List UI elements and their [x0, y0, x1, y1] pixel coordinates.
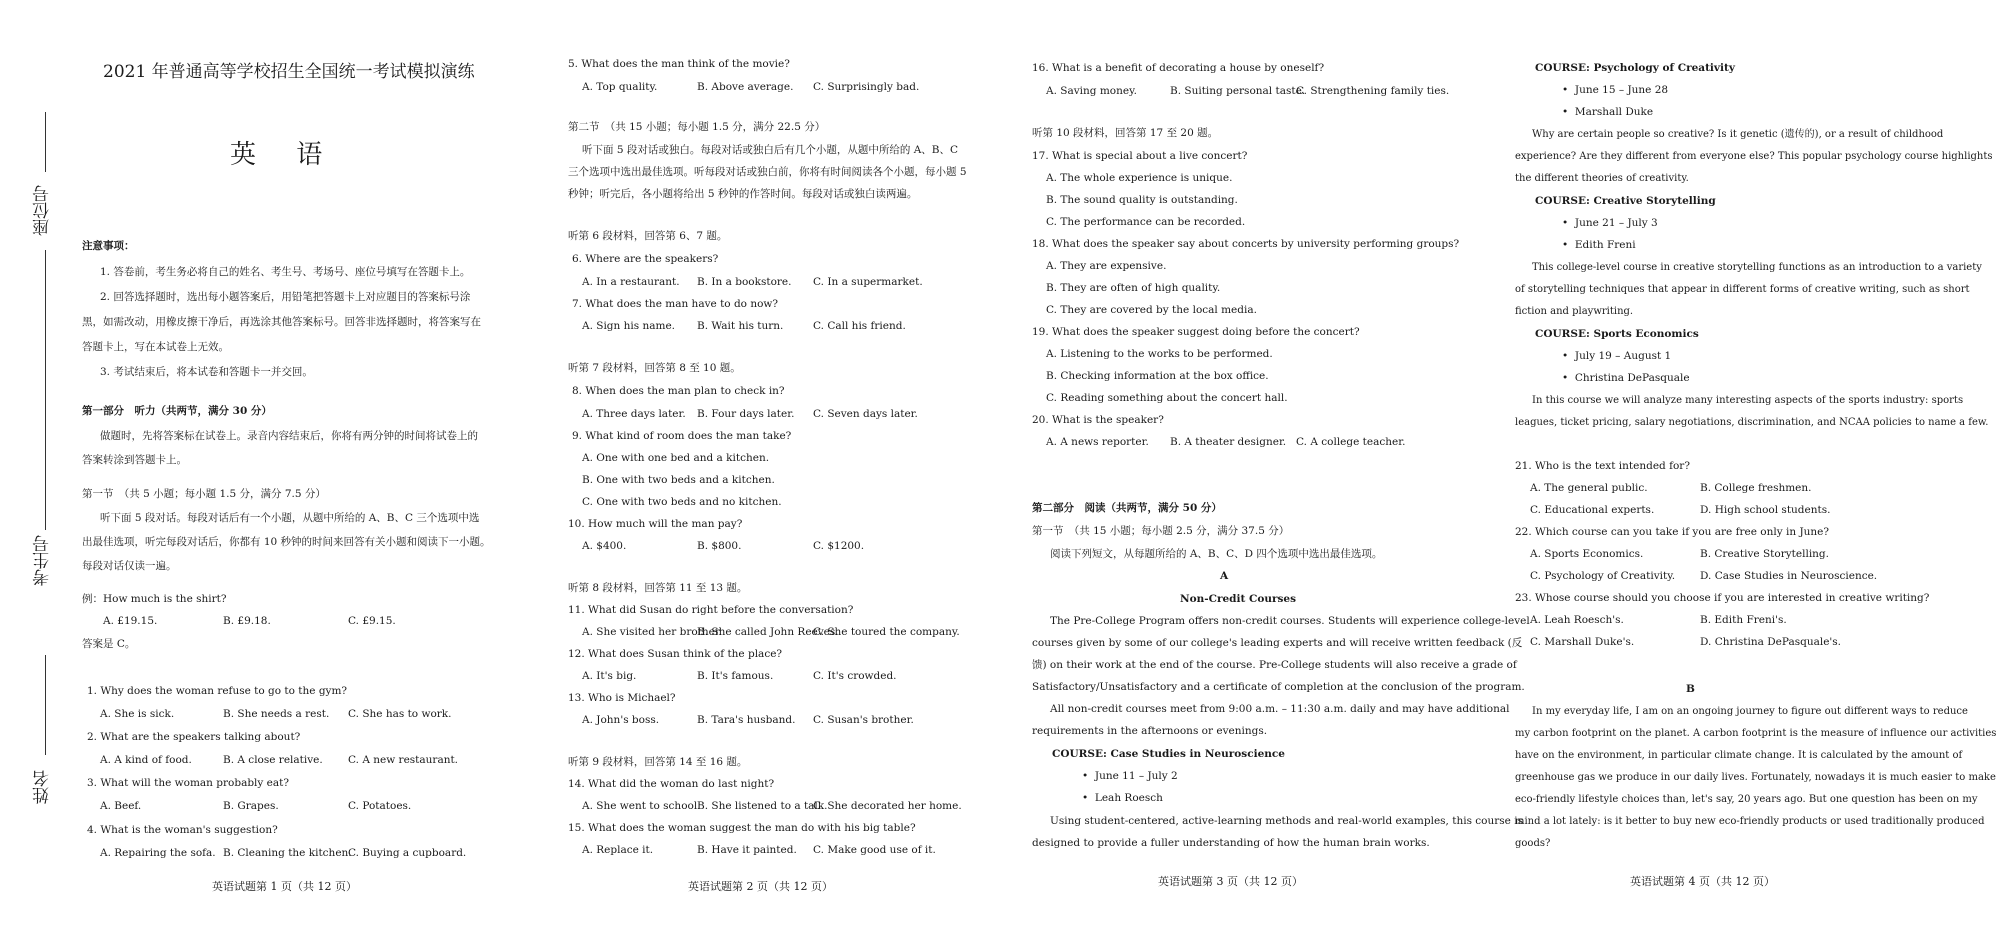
- option: A. Listening to the works to be performed.: [1046, 348, 1273, 360]
- option: A. Top quality.: [582, 81, 658, 93]
- passage-a-text: 馈) on their work at the end of the course. Pre-College students will also receive a grade of: [1032, 659, 1517, 671]
- option: C. A new restaurant.: [348, 754, 459, 766]
- option: B. Have it painted.: [697, 844, 797, 856]
- option: C. Reading something about the concert hall.: [1046, 392, 1288, 404]
- option: C. Educational experts.: [1530, 504, 1655, 516]
- notice-line: 答题卡上，写在本试卷上无效。: [82, 341, 229, 353]
- option: B. Four days later.: [697, 408, 795, 420]
- question: 23. Whose course should you choose if you are interested in creative writing?: [1515, 592, 1930, 604]
- course-heading: COURSE: Psychology of Creativity: [1535, 62, 1735, 74]
- example-answer: 答案是 C。: [82, 638, 136, 650]
- course-text: leagues, ticket pricing, salary negotiations, discrimination, and NCAA policies to name a few.: [1515, 417, 1989, 428]
- course-text: In this course we will analyze many interesting aspects of the sports industry: sports: [1532, 395, 1964, 406]
- option: C. They are covered by the local media.: [1046, 304, 1257, 316]
- option: B. It's famous.: [697, 670, 774, 682]
- notice-line: 1. 答卷前，考生务必将自己的姓名、考生号、考场号、座位号填写在答题卡上。: [100, 266, 471, 278]
- option: C. Buying a cupboard.: [348, 847, 467, 859]
- option: B. Cleaning the kitchen.: [223, 847, 352, 859]
- option: B. She needs a rest.: [223, 708, 330, 720]
- option: C. She decorated her home.: [813, 800, 962, 812]
- question: 22. Which course can you take if you are free only in June?: [1515, 526, 1830, 538]
- bullet-icon: •: [1082, 792, 1095, 804]
- course-bullet: • July 19 – August 1: [1562, 350, 1672, 362]
- option: A. Sports Economics.: [1530, 548, 1644, 560]
- option: C. She has to work.: [348, 708, 452, 720]
- option: B. Suiting personal taste.: [1170, 85, 1306, 97]
- exam-number-label: 考生号: [33, 535, 53, 586]
- option: D. Case Studies in Neuroscience.: [1700, 570, 1878, 582]
- course-text: This college-level course in creative storytelling functions as an introduction to a variety: [1532, 262, 1982, 273]
- notice-line: 2. 回答选择题时，选出每小题答案后，用铅笔把答题卡上对应题目的答案标号涂: [100, 291, 471, 303]
- question: 4. What is the woman's suggestion?: [87, 824, 278, 836]
- passage-a-title: Non-Credit Courses: [1180, 593, 1297, 605]
- question: 13. Who is Michael?: [568, 692, 676, 704]
- option: B. Wait his turn.: [697, 320, 784, 332]
- material-heading: 听第 7 段材料，回答第 8 至 10 题。: [568, 362, 741, 374]
- passage-a-text: requirements in the afternoons or evenings.: [1032, 725, 1268, 737]
- course-heading: COURSE: Creative Storytelling: [1535, 195, 1716, 207]
- option: C. Psychology of Creativity.: [1530, 570, 1676, 582]
- course-bullet: • June 21 – July 3: [1562, 217, 1658, 229]
- option: B. A close relative.: [223, 754, 323, 766]
- bullet-icon: •: [1082, 770, 1095, 782]
- passage-b-text: eco-friendly lifestyle choices than, let's say, 20 years ago. But one question has been on my: [1515, 794, 1978, 805]
- binding-line-mid: [45, 250, 46, 530]
- course-text: experience? Are they different from everyone else? This popular psychology course highlights: [1515, 151, 1993, 162]
- question: 3. What will the woman probably eat?: [87, 777, 290, 789]
- passage-b-text: In my everyday life, I am on an ongoing journey to figure out different ways to reduce: [1532, 706, 1968, 717]
- bullet-icon: •: [1562, 84, 1575, 96]
- option: A. Repairing the sofa.: [100, 847, 216, 859]
- course-text: the different theories of creativity.: [1515, 173, 1689, 184]
- passage-b-text: goods?: [1515, 838, 1551, 849]
- option: B. She listened to a talk.: [697, 800, 828, 812]
- option: A. She went to school.: [582, 800, 701, 812]
- course-text: Why are certain people so creative? Is it genetic (遗传的), or a result of childhood: [1532, 129, 1944, 140]
- course-bullet: • Marshall Duke: [1562, 106, 1654, 118]
- option: A. Leah Roesch's.: [1530, 614, 1624, 626]
- course-bullet: • June 15 – June 28: [1562, 84, 1669, 96]
- option: A. The general public.: [1530, 482, 1648, 494]
- section1-text: 每段对话仅读一遍。: [82, 560, 177, 572]
- option: B. Checking information at the box office.: [1046, 370, 1269, 382]
- option: B. College freshmen.: [1700, 482, 1812, 494]
- option: B. The sound quality is outstanding.: [1046, 194, 1238, 206]
- binding-line-bottom: [45, 655, 46, 755]
- notice-line: 3. 考试结束后，将本试卷和答题卡一并交回。: [100, 366, 313, 378]
- option: B. A theater designer.: [1170, 436, 1287, 448]
- question: 12. What does Susan think of the place?: [568, 648, 783, 660]
- option: D. High school students.: [1700, 504, 1831, 516]
- option: A. The whole experience is unique.: [1046, 172, 1233, 184]
- material-heading: 听第 9 段材料，回答第 14 至 16 题。: [568, 756, 748, 768]
- bullet-icon: •: [1562, 239, 1575, 251]
- example-question: 例：How much is the shirt?: [82, 593, 227, 605]
- option: B. She called John Reeves.: [697, 626, 839, 638]
- course-heading: COURSE: Sports Economics: [1535, 328, 1699, 340]
- question: 15. What does the woman suggest the man do with his big table?: [568, 822, 916, 834]
- section1-heading: 第一节 （共 5 小题；每小题 1.5 分，满分 7.5 分）: [82, 488, 326, 500]
- bullet-icon: •: [1562, 217, 1575, 229]
- passage-b-text: greenhouse gas we produce in our daily lives. Fortunately, nowadays it is much easier to make: [1515, 772, 1996, 783]
- notice-heading: 注意事项：: [82, 240, 135, 252]
- section2-text: 秒钟；听完后，各小题将给出 5 秒钟的作答时间。每段对话或独白读两遍。: [568, 188, 918, 200]
- page-footer: 英语试题第 3 页（共 12 页）: [1158, 875, 1303, 888]
- option: C. $1200.: [813, 540, 865, 552]
- option: A. One with one bed and a kitchen.: [582, 452, 770, 464]
- option: A. $400.: [582, 540, 627, 552]
- question: 17. What is special about a live concert?: [1032, 150, 1248, 162]
- option: B. Grapes.: [223, 800, 279, 812]
- question: 16. What is a benefit of decorating a house by oneself?: [1032, 62, 1325, 74]
- question: 10. How much will the man pay?: [568, 518, 743, 530]
- option: C. Susan's brother.: [813, 714, 914, 726]
- passage-letter-a: A: [1220, 570, 1229, 582]
- option: A. A news reporter.: [1046, 436, 1149, 448]
- page-footer: 英语试题第 2 页（共 12 页）: [688, 880, 833, 893]
- option: C. The performance can be recorded.: [1046, 216, 1246, 228]
- option: A. Three days later.: [582, 408, 686, 420]
- option: C. Marshall Duke's.: [1530, 636, 1635, 648]
- option: B. Above average.: [697, 81, 794, 93]
- bullet-icon: •: [1562, 372, 1575, 384]
- option: B. Edith Freni's.: [1700, 614, 1787, 626]
- part1-text: 做题时，先将答案标在试卷上。录音内容结束后，你将有两分钟的时间将试卷上的: [100, 430, 478, 442]
- part1-text: 答案转涂到答题卡上。: [82, 454, 187, 466]
- option: C. Strengthening family ties.: [1296, 85, 1450, 97]
- option: C. A college teacher.: [1296, 436, 1406, 448]
- option: C. Call his friend.: [813, 320, 906, 332]
- option: A. They are expensive.: [1046, 260, 1167, 272]
- section1-text: 出最佳选项，听完每段对话后，你都有 10 秒钟的时间来回答有关小题和阅读下一小题。: [82, 536, 491, 548]
- reading-instruction: 阅读下列短文，从每题所给的 A、B、C、D 四个选项中选出最佳选项。: [1050, 548, 1383, 560]
- option: C. Surprisingly bad.: [813, 81, 920, 93]
- reading-section1-heading: 第一节 （共 15 小题；每小题 2.5 分，满分 37.5 分）: [1032, 525, 1290, 537]
- page-footer: 英语试题第 4 页（共 12 页）: [1630, 875, 1775, 888]
- option: C. One with two beds and no kitchen.: [582, 496, 782, 508]
- question: 2. What are the speakers talking about?: [87, 731, 301, 743]
- part2-heading: 第二部分 阅读（共两节，满分 50 分）: [1032, 502, 1222, 514]
- material-heading: 听第 10 段材料，回答第 17 至 20 题。: [1032, 127, 1219, 139]
- passage-a-text: Satisfactory/Unsatisfactory and a certificate of completion at the conclusion of the program.: [1032, 681, 1525, 693]
- exam-title: 2021 年普通高等学校招生全国统一考试模拟演练: [103, 62, 475, 82]
- passage-a-text: All non-credit courses meet from 9:00 a.m. – 11:30 a.m. daily and may have additional: [1050, 703, 1510, 715]
- passage-letter-b: B: [1686, 683, 1695, 695]
- option: D. Christina DePasquale's.: [1700, 636, 1842, 648]
- course-bullet: • Edith Freni: [1562, 239, 1636, 251]
- question: 18. What does the speaker say about concerts by university performing groups?: [1032, 238, 1460, 250]
- option: B. In a bookstore.: [697, 276, 792, 288]
- question: 11. What did Susan do right before the conversation?: [568, 604, 854, 616]
- option: A. She is sick.: [100, 708, 175, 720]
- course-bullet: • Christina DePasquale: [1562, 372, 1690, 384]
- passage-b-text: have on the environment, in particular climate change. It is calculated by the amount of: [1515, 750, 1963, 761]
- option: C. She toured the company.: [813, 626, 960, 638]
- course-text: fiction and playwriting.: [1515, 306, 1634, 317]
- question: 6. Where are the speakers?: [572, 253, 719, 265]
- example-option: B. £9.18.: [223, 615, 271, 627]
- option: C. Potatoes.: [348, 800, 412, 812]
- option: A. Sign his name.: [582, 320, 676, 332]
- option: A. She visited her brother.: [582, 626, 723, 638]
- bullet-icon: •: [1562, 106, 1575, 118]
- course-text: of storytelling techniques that appear in different forms of creative writing, such as short: [1515, 284, 1970, 295]
- course-bullet: • June 11 – July 2: [1082, 770, 1178, 782]
- option: B. Tara's husband.: [697, 714, 796, 726]
- option: A. In a restaurant.: [582, 276, 680, 288]
- option: C. Seven days later.: [813, 408, 918, 420]
- option: A. Replace it.: [582, 844, 654, 856]
- passage-a-text: Using student-centered, active-learning methods and real-world examples, this course is: [1050, 815, 1523, 827]
- option: A. A kind of food.: [100, 754, 192, 766]
- course-heading: COURSE: Case Studies in Neuroscience: [1052, 748, 1285, 760]
- section2-text: 三个选项中选出最佳选项。听每段对话或独白前，你将有时间阅读各个小题，每小题 5: [568, 166, 967, 178]
- option: B. They are often of high quality.: [1046, 282, 1221, 294]
- option: C. Make good use of it.: [813, 844, 936, 856]
- question: 21. Who is the text intended for?: [1515, 460, 1690, 472]
- question: 19. What does the speaker suggest doing before the concert?: [1032, 326, 1360, 338]
- example-option: C. £9.15.: [348, 615, 396, 627]
- material-heading: 听第 6 段材料，回答第 6、7 题。: [568, 230, 728, 242]
- passage-a-text: The Pre-College Program offers non-credit courses. Students will experience college-level: [1050, 615, 1530, 627]
- option: A. Saving money.: [1046, 85, 1137, 97]
- question: 9. What kind of room does the man take?: [572, 430, 792, 442]
- question: 5. What does the man think of the movie?: [568, 58, 790, 70]
- section1-text: 听下面 5 段对话。每段对话后有一个小题，从题中所给的 A、B、C 三个选项中选: [100, 512, 480, 524]
- option: B. One with two beds and a kitchen.: [582, 474, 775, 486]
- passage-a-text: courses given by some of our college's leading experts and will receive written feedback (反: [1032, 637, 1523, 649]
- section2-heading: 第二节 （共 15 小题；每小题 1.5 分，满分 22.5 分）: [568, 121, 826, 133]
- option: C. It's crowded.: [813, 670, 897, 682]
- question: 14. What did the woman do last night?: [568, 778, 775, 790]
- passage-b-text: my carbon footprint on the planet. A carbon footprint is the measure of influence our activities: [1515, 728, 1996, 739]
- question: 20. What is the speaker?: [1032, 414, 1164, 426]
- option: C. In a supermarket.: [813, 276, 923, 288]
- seat-label: 座位号: [33, 185, 53, 236]
- course-bullet: • Leah Roesch: [1082, 792, 1163, 804]
- page-footer: 英语试题第 1 页（共 12 页）: [212, 880, 357, 893]
- option: A. Beef.: [100, 800, 142, 812]
- option: B. $800.: [697, 540, 742, 552]
- material-heading: 听第 8 段材料，回答第 11 至 13 题。: [568, 582, 748, 594]
- question: 7. What does the man have to do now?: [572, 298, 779, 310]
- passage-b-text: mind a lot lately: is it better to buy new eco-friendly products or used traditionally produced: [1515, 816, 1985, 827]
- name-label: 姓名: [33, 770, 53, 804]
- notice-line: 黑，如需改动，用橡皮擦干净后，再选涂其他答案标号。回答非选择题时，将答案写在: [82, 316, 481, 328]
- section2-text: 听下面 5 段对话或独白。每段对话或独白后有几个小题，从题中所给的 A、B、C: [582, 144, 959, 156]
- question: 8. When does the man plan to check in?: [572, 385, 785, 397]
- subject-title: 英 语: [230, 140, 339, 170]
- question: 1. Why does the woman refuse to go to the gym?: [87, 685, 348, 697]
- bullet-icon: •: [1562, 350, 1575, 362]
- passage-a-text: designed to provide a fuller understanding of how the human brain works.: [1032, 837, 1430, 849]
- option: A. It's big.: [582, 670, 637, 682]
- part1-heading: 第一部分 听力（共两节，满分 30 分）: [82, 405, 272, 417]
- option: B. Creative Storytelling.: [1700, 548, 1829, 560]
- option: A. John's boss.: [582, 714, 660, 726]
- binding-line-top: [45, 112, 46, 172]
- example-option: A. £19.15.: [103, 615, 158, 627]
